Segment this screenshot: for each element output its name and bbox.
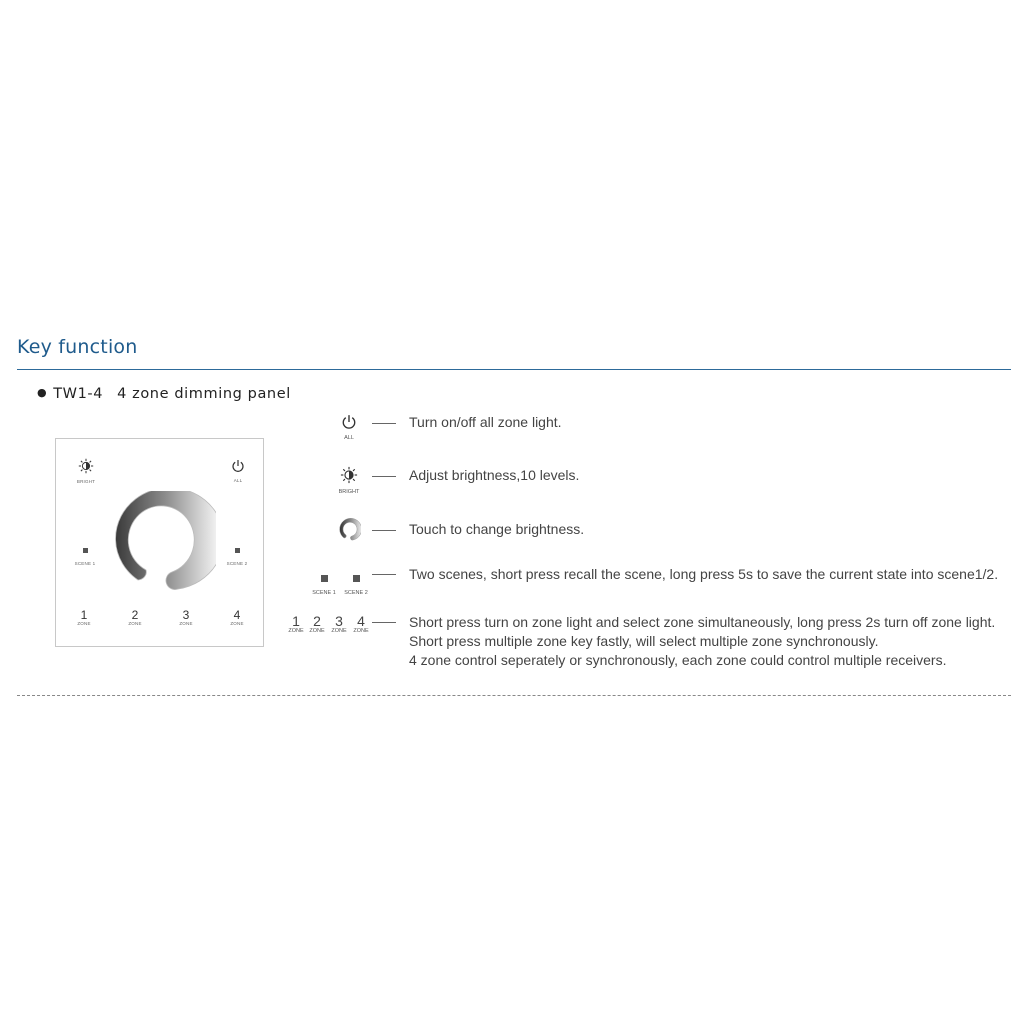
product-model: TW1-4 — [53, 386, 104, 402]
legend-zone-label: ZONE — [288, 628, 304, 634]
legend-bright-label: BRIGHT — [338, 489, 360, 495]
legend-wheel-desc: Touch to change brightness. — [409, 521, 585, 537]
legend-scene2 — [342, 569, 370, 596]
legend-connector — [372, 574, 396, 575]
panel-scene1-key[interactable] — [70, 540, 100, 566]
legend-zone-number: 1 — [292, 613, 300, 629]
legend-zones-desc-line: 4 zone control seperately or synchronously, each zone could control multiple receivers. — [409, 652, 947, 668]
legend-power — [338, 414, 360, 441]
sun-icon — [340, 466, 358, 484]
product-heading — [37, 386, 291, 402]
scene2-square-icon — [235, 548, 240, 553]
legend-connector — [372, 423, 396, 424]
touch-wheel[interactable] — [106, 491, 216, 593]
legend-bright — [336, 466, 362, 495]
legend-power-desc: Turn on/off all zone light. — [409, 414, 562, 430]
dimming-panel-illustration — [55, 438, 264, 647]
panel-zone-label: ZONE — [230, 621, 244, 626]
panel-scene1-label: SCENE 1 — [74, 561, 96, 566]
panel-zone-key[interactable] — [125, 609, 145, 626]
legend-zone — [288, 614, 304, 634]
panel-all-label: ALL — [233, 478, 243, 483]
legend-zone-label: ZONE — [309, 628, 325, 634]
legend-zones-desc-line: Short press multiple zone key fastly, will select multiple zone synchronously. — [409, 633, 879, 649]
legend-scene2-label: SCENE 2 — [344, 590, 368, 596]
bullet-icon: ● — [37, 386, 48, 399]
power-icon — [231, 459, 245, 473]
legend-connector — [372, 622, 396, 623]
legend-zone-label: ZONE — [331, 628, 347, 634]
legend-scenes-desc: Two scenes, short press recall the scene, long press 5s to save the current state into scene1/2. — [409, 566, 999, 582]
legend-zone-number: 2 — [313, 613, 321, 629]
panel-bright-key[interactable] — [76, 458, 96, 484]
section-title: Key function — [17, 336, 138, 358]
legend-connector — [372, 530, 396, 531]
legend-zone — [309, 614, 325, 634]
panel-zone-key[interactable] — [227, 609, 247, 626]
legend-zones-desc-line: Short press turn on zone light and select zone simultaneously, long press 2s turn off zone light. — [409, 614, 996, 630]
legend-connector — [372, 476, 396, 477]
panel-scene2-key[interactable] — [222, 540, 252, 566]
panel-zone-label: ZONE — [128, 621, 142, 626]
panel-zone-key[interactable] — [176, 609, 196, 626]
product-name: 4 zone dimming panel — [117, 386, 291, 402]
power-icon — [341, 414, 357, 430]
scene1-square-icon — [321, 575, 328, 582]
legend-zone-label: ZONE — [353, 628, 369, 634]
scene1-square-icon — [83, 548, 88, 553]
legend-scene1-label: SCENE 1 — [312, 590, 336, 596]
legend-bright-desc: Adjust brightness,10 levels. — [409, 467, 580, 483]
legend-power-label: ALL — [344, 435, 354, 441]
panel-zone-number: 3 — [182, 608, 190, 622]
legend-zone-number: 3 — [335, 613, 343, 629]
legend-zone-number: 4 — [357, 613, 365, 629]
title-divider — [17, 369, 1011, 370]
panel-zone-number: 4 — [233, 608, 241, 622]
panel-bright-label: BRIGHT — [76, 479, 96, 484]
section-bottom-divider — [17, 695, 1011, 696]
legend-scene1 — [310, 569, 338, 596]
scene2-square-icon — [353, 575, 360, 582]
sun-icon — [78, 458, 94, 474]
legend-zone — [331, 614, 347, 634]
touch-wheel-icon — [337, 518, 361, 542]
panel-zone-number: 1 — [80, 608, 88, 622]
panel-scene2-label: SCENE 2 — [226, 561, 248, 566]
panel-zone-label: ZONE — [77, 621, 91, 626]
panel-zone-key[interactable] — [74, 609, 94, 626]
panel-zone-number: 2 — [131, 608, 139, 622]
panel-power-key[interactable] — [228, 459, 248, 483]
panel-zone-label: ZONE — [179, 621, 193, 626]
legend-zone — [353, 614, 369, 634]
